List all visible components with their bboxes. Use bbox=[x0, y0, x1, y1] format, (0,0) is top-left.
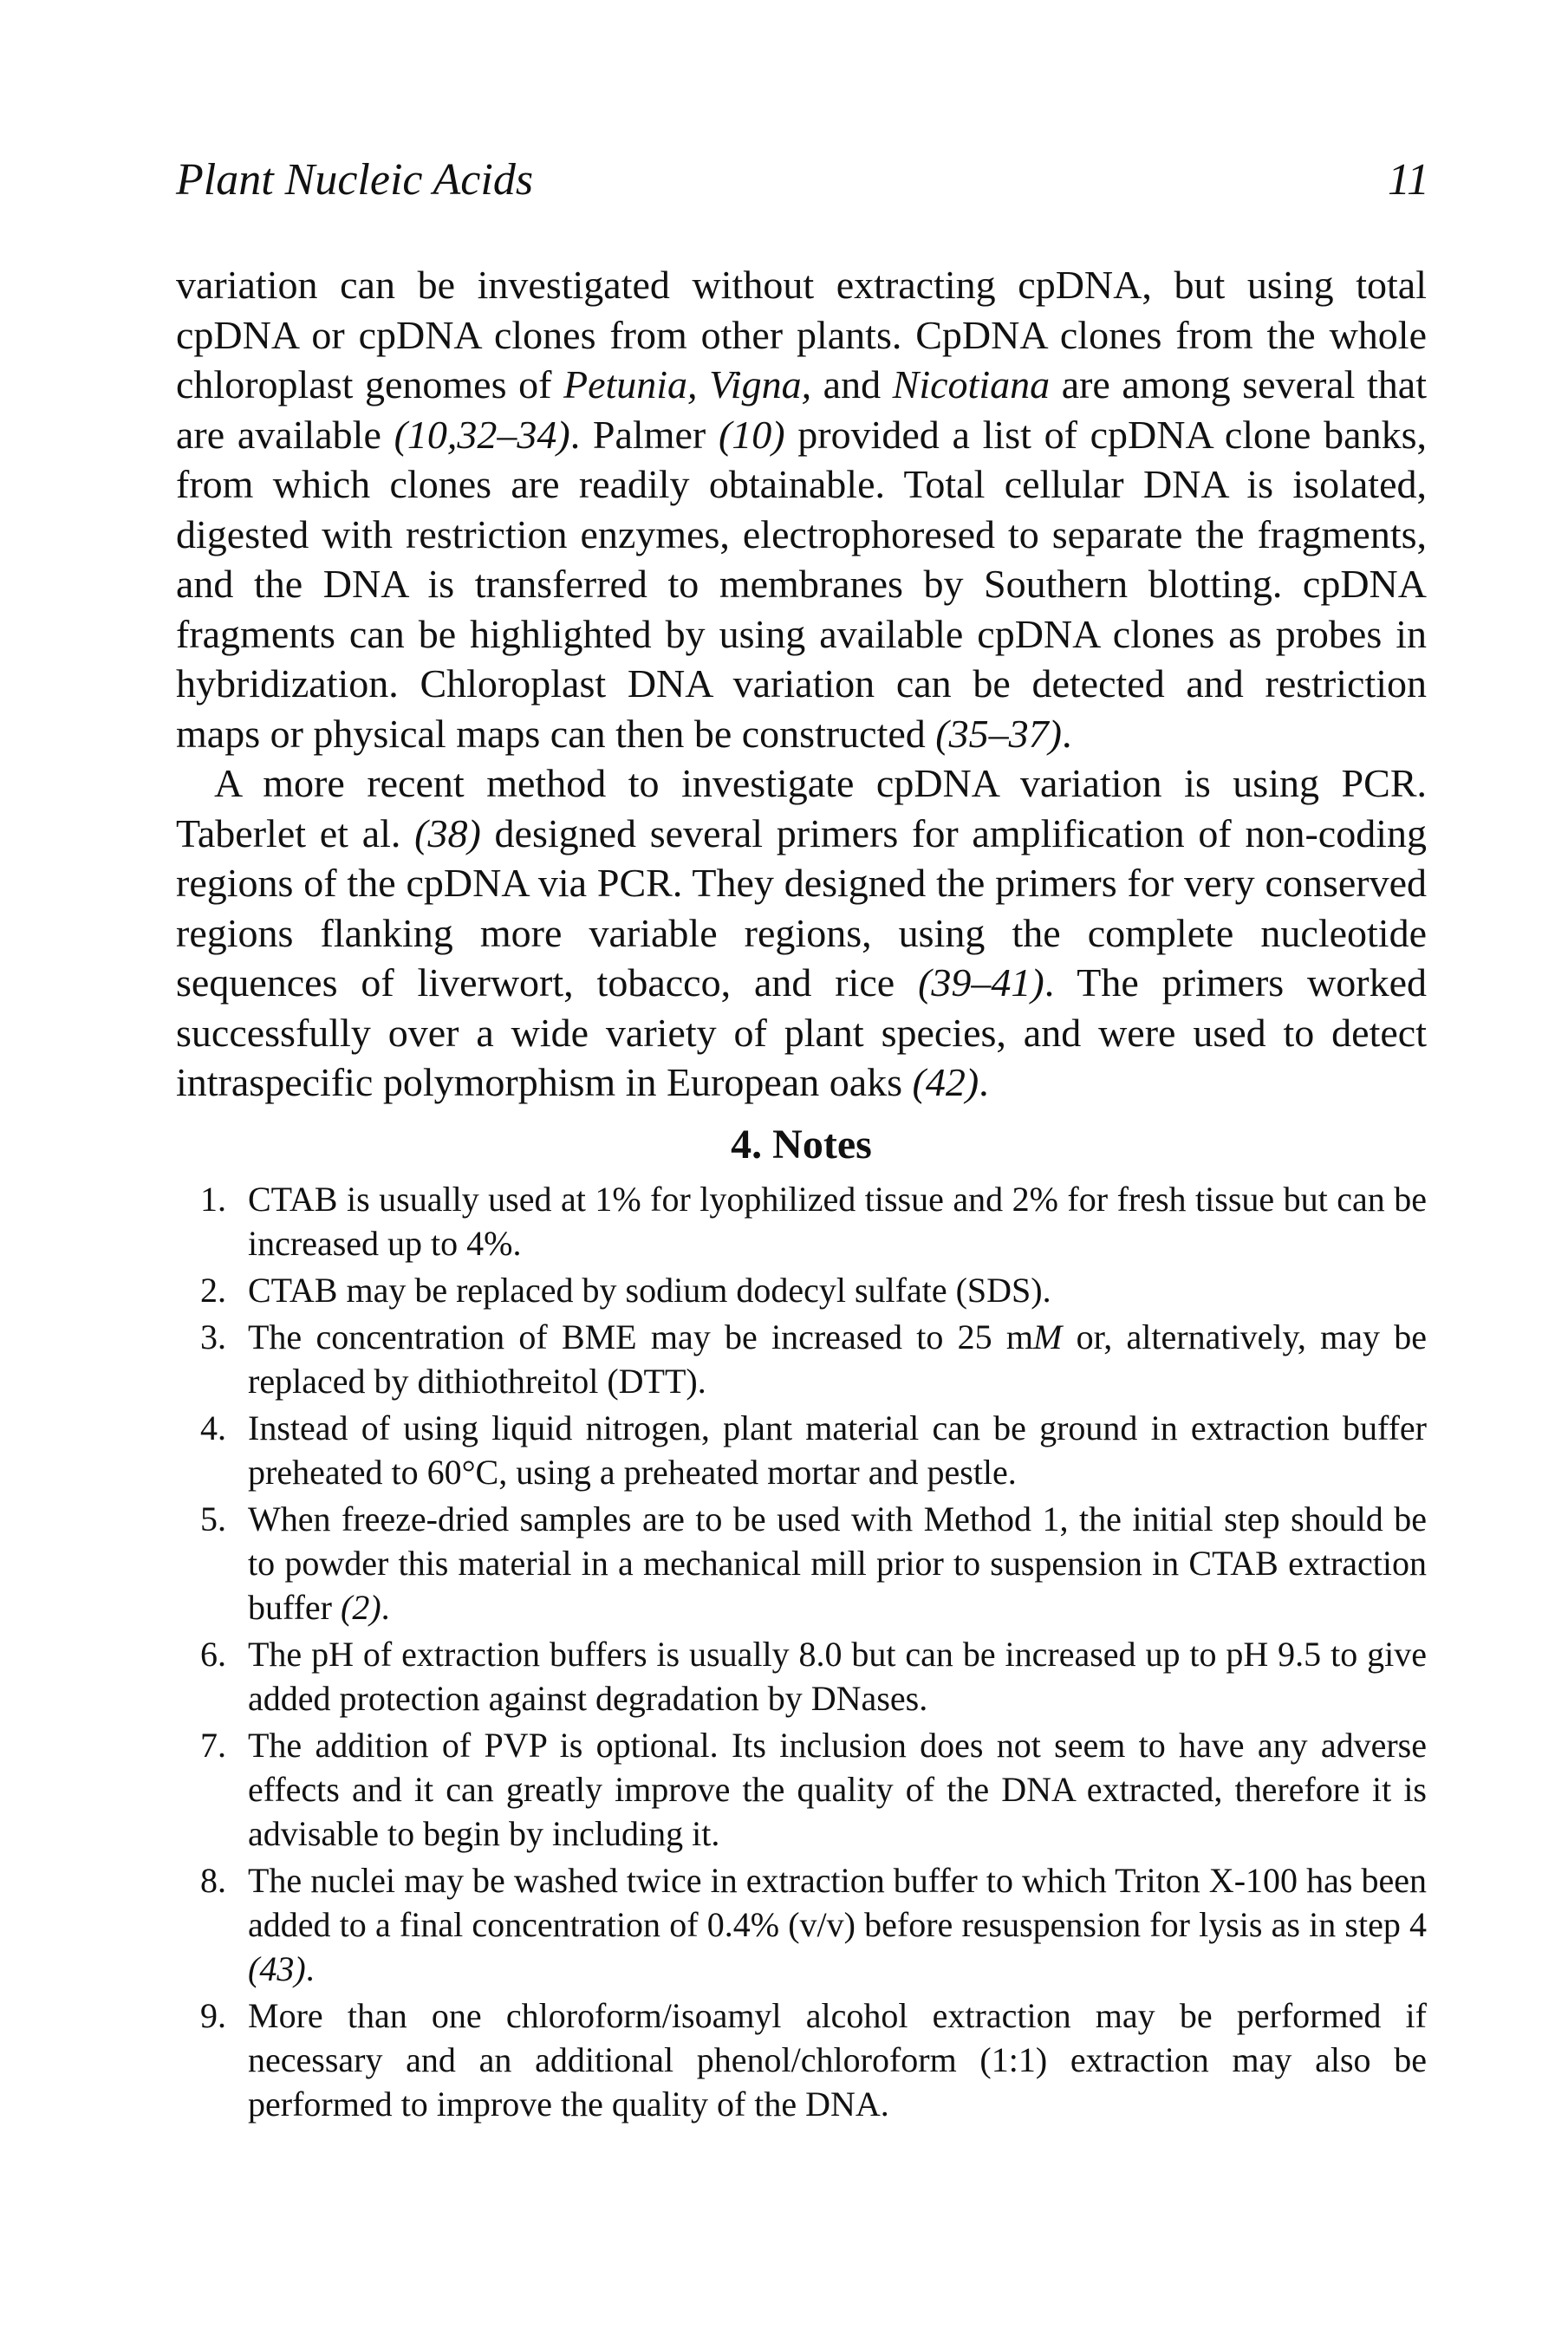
note-number: 8. bbox=[200, 1860, 226, 1900]
note-item bbox=[176, 1177, 1427, 1265]
note-item bbox=[176, 1994, 1427, 2126]
text-run: designed several primers for amplification of non-coding regions of the cpDNA via PCR. They designed the primers for very conserved regions flanking more variable regions, using the complete nucleotide sequences of liverwort, tobacco, and rice bbox=[176, 810, 1427, 1005]
note-text: . bbox=[381, 1587, 390, 1627]
note-item bbox=[176, 1406, 1427, 1494]
notes-list bbox=[176, 1177, 1427, 2126]
note-number: 6. bbox=[200, 1634, 226, 1674]
note-number: 2. bbox=[200, 1270, 226, 1310]
text-run: . bbox=[979, 1060, 989, 1104]
text-run: . Palmer bbox=[569, 412, 719, 457]
note-number: 9. bbox=[200, 1995, 226, 2035]
text-run bbox=[698, 362, 710, 407]
citation: (39–41) bbox=[918, 960, 1044, 1005]
unit-symbol: M bbox=[1033, 1317, 1063, 1356]
citation: (42) bbox=[912, 1060, 979, 1104]
note-text: The concentration of BME may be increased to 25 m bbox=[248, 1317, 1033, 1356]
note-text: The nuclei may be washed twice in extraction buffer to which Triton X-100 has been added to a final concentration of 0.4% (v/v) before resuspension for lysis as in step 4 bbox=[248, 1860, 1427, 1944]
text-run: . bbox=[1061, 711, 1072, 756]
note-text: Instead of using liquid nitrogen, plant material can be ground in extraction buffer preheated to 60°C, using a preheated mortar and pestle. bbox=[248, 1408, 1427, 1492]
paragraph-cpdna-clones bbox=[176, 260, 1427, 758]
note-number: 4. bbox=[200, 1408, 226, 1447]
note-number: 5. bbox=[200, 1499, 226, 1538]
genus-name: Nicotiana bbox=[892, 362, 1051, 407]
citation: (10,32–34) bbox=[394, 412, 570, 457]
note-item bbox=[176, 1497, 1427, 1629]
citation: (35–37) bbox=[935, 711, 1062, 756]
citation: (38) bbox=[414, 810, 481, 855]
paragraph-pcr-method bbox=[176, 758, 1427, 1108]
note-text: The pH of extraction buffers is usually 8.0 but can be increased up to pH 9.5 to give added protection against degradation by DNases. bbox=[248, 1634, 1427, 1718]
note-number: 1. bbox=[200, 1179, 226, 1219]
note-text: or, alternatively, may be replaced by dithiothreitol (DTT). bbox=[248, 1317, 1427, 1401]
running-title: Plant Nucleic Acids bbox=[176, 155, 534, 205]
note-text: The addition of PVP is optional. Its inclusion does not seem to have any adverse effects and it can greatly improve the quality of the DNA extracted, therefore it is advisable to begin by including it. bbox=[248, 1725, 1427, 1853]
text-run: and bbox=[811, 362, 893, 407]
notes-heading: 4. Notes bbox=[731, 1121, 872, 1167]
text-run: are among several that are available bbox=[176, 362, 1428, 457]
text-run: A more recent method to investigate cpDNA variation is using PCR. Taberlet et al. bbox=[176, 761, 1427, 855]
note-item bbox=[176, 1268, 1427, 1312]
note-item bbox=[176, 1632, 1427, 1720]
note-text: . bbox=[305, 1948, 315, 1988]
note-item bbox=[176, 1858, 1427, 1991]
genus-name: Vigna, bbox=[709, 362, 812, 407]
note-number: 7. bbox=[200, 1725, 226, 1765]
page-header bbox=[176, 154, 1429, 206]
body-text bbox=[176, 260, 1427, 2129]
citation: (43) bbox=[248, 1948, 306, 1988]
note-text: When freeze-dried samples are to be used with Method 1, the initial step should be to powder this material in a mechanical mill prior to suspension in CTAB extraction buffer bbox=[248, 1499, 1427, 1627]
citation: (2) bbox=[341, 1587, 381, 1627]
text-run: variation can be investigated without extracting cpDNA, but using total cpDNA or cpDNA clones from other plants. CpDNA clones from the whole chloroplast genomes of bbox=[176, 263, 1427, 407]
text-run: provided a list of cpDNA clone banks, from which clones are readily obtainable. Total cellular DNA is isolated, digested with restriction enzymes, electrophoresed to separate the fragments, and the DNA is transferred to membranes by Southern blotting. cpDNA fragments can be highlighted by using available cpDNA clones as probes in hybridization. Chloroplast DNA variation can be detected and restriction maps or physical maps can then be constructed bbox=[176, 412, 1427, 756]
page-number: 11 bbox=[1387, 155, 1429, 205]
note-number: 3. bbox=[200, 1317, 226, 1356]
note-item bbox=[176, 1315, 1427, 1403]
note-text: CTAB may be replaced by sodium dodecyl sulfate (SDS). bbox=[248, 1270, 1051, 1310]
note-text: CTAB is usually used at 1% for lyophilized tissue and 2% for fresh tissue but can be increased up to 4%. bbox=[248, 1179, 1427, 1263]
citation: (10) bbox=[718, 412, 785, 457]
note-text: More than one chloroform/isoamyl alcohol extraction may be performed if necessary and an additional phenol/chloroform (1:1) extraction may also be performed to improve the quality of the DNA. bbox=[248, 1995, 1427, 2124]
note-item bbox=[176, 1723, 1427, 1856]
genus-name: Petunia, bbox=[563, 362, 698, 407]
text-run: . The primers worked successfully over a wide variety of plant species, and were used to detect intraspecific polymorphism in European oaks bbox=[176, 960, 1427, 1104]
